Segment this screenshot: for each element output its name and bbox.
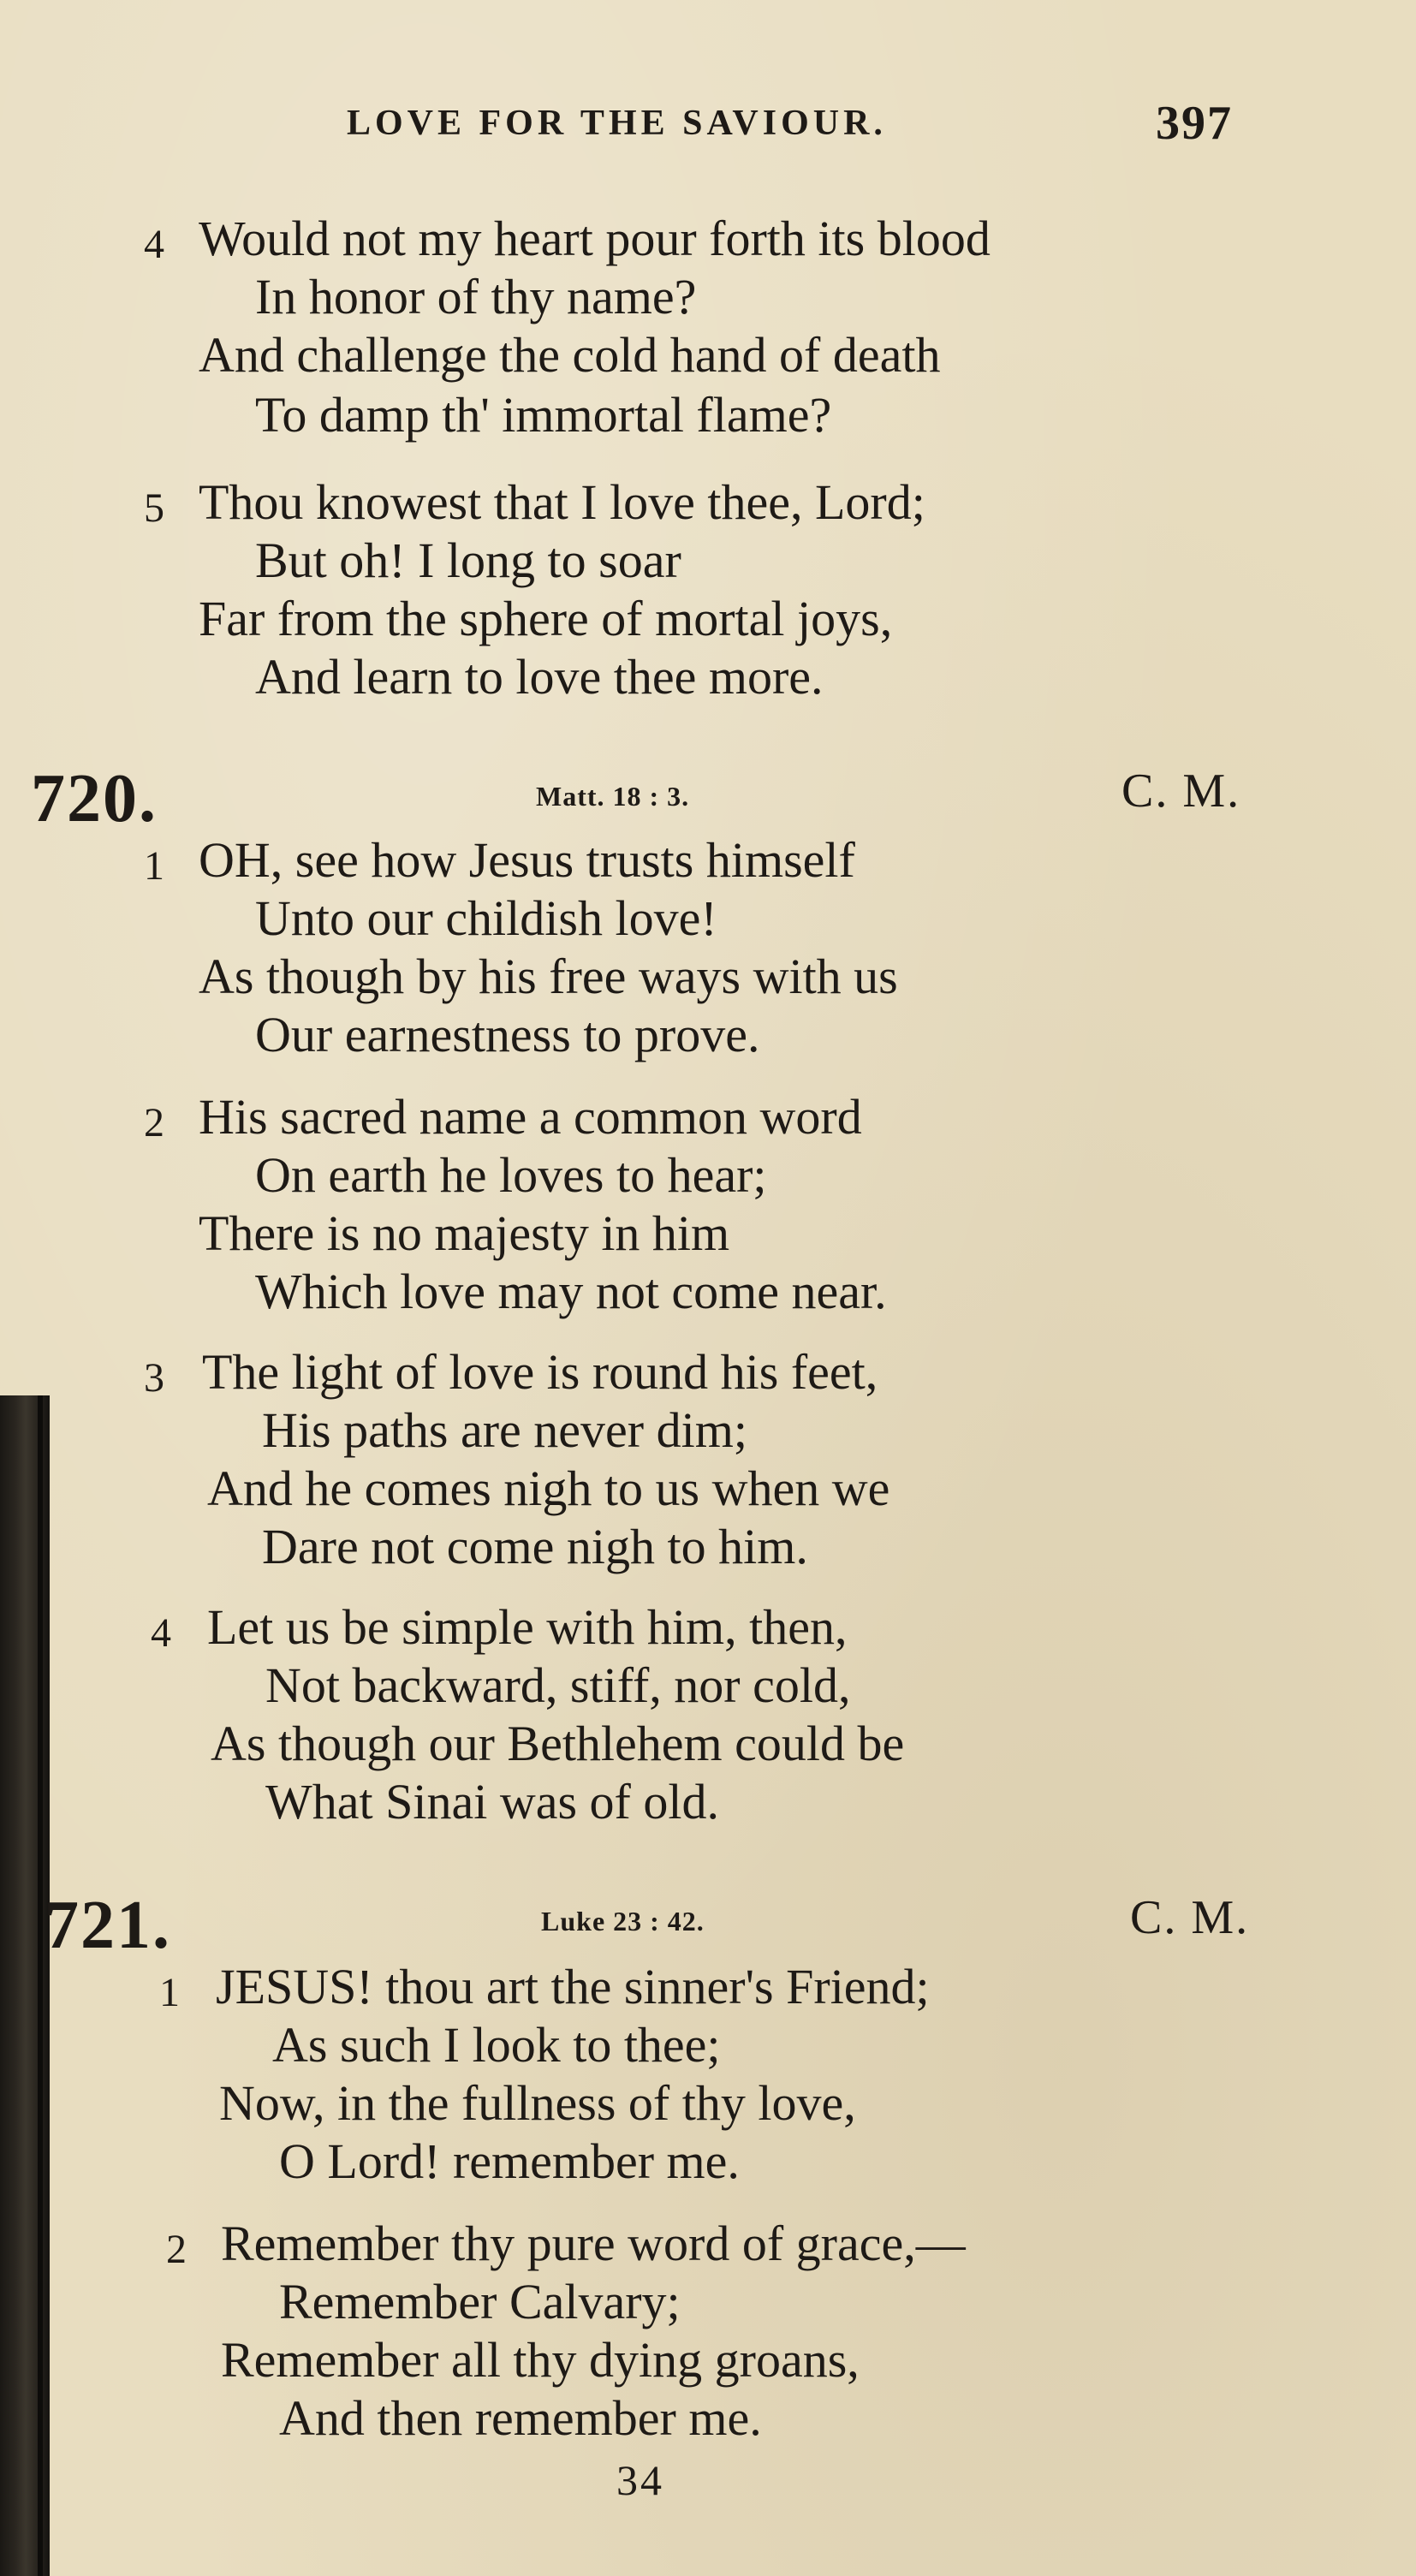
page-number: 397 (1156, 97, 1233, 150)
stanza-line: Which love may not come near. (255, 1264, 887, 1319)
stanza-line: Our earnestness to prove. (255, 1007, 760, 1062)
stanza-line: Remember Calvary; (279, 2274, 681, 2329)
stanza-number: 2 (144, 1100, 164, 1145)
book-binding-edge (0, 1395, 50, 2576)
running-head (0, 96, 1416, 156)
stanza-line: Let us be simple with him, then, (207, 1599, 848, 1655)
stanza-line: OH, see how Jesus trusts himself (199, 832, 855, 888)
stanza-line: Unto our childish love! (255, 890, 717, 946)
stanza-line: Remember all thy dying groans, (221, 2332, 860, 2388)
hymn-number: 720. (31, 761, 158, 836)
stanza-number: 4 (151, 1610, 171, 1656)
stanza-number: 1 (144, 843, 164, 889)
stanza-number: 1 (159, 1970, 180, 2015)
hymn-meter: C. M. (1130, 1891, 1250, 1944)
scripture-reference: Luke 23 : 42. (541, 1906, 705, 1936)
hymn-meter: C. M. (1121, 764, 1241, 818)
running-title: LOVE FOR THE SAVIOUR. (347, 104, 887, 143)
stanza-line: On earth he loves to hear; (255, 1147, 767, 1203)
stanza-line: Thou knowest that I love thee, Lord; (199, 474, 925, 530)
stanza-line: Not backward, stiff, nor cold, (265, 1657, 851, 1713)
stanza-number: 3 (144, 1355, 164, 1401)
stanza-line: His sacred name a common word (199, 1089, 862, 1145)
stanza-line: And challenge the cold hand of death (199, 327, 941, 383)
stanza-line: O Lord! remember me. (279, 2133, 740, 2189)
hymn-number: 721. (45, 1888, 171, 1963)
stanza-line: And he comes nigh to us when we (207, 1461, 890, 1516)
stanza-line: Would not my heart pour forth its blood (199, 211, 991, 266)
stanza-line: As though by his free ways with us (199, 949, 898, 1004)
stanza-line: To damp th' immortal flame? (255, 387, 832, 443)
stanza-line: There is no majesty in him (199, 1205, 730, 1261)
stanza-line: But oh! I long to soar (255, 532, 681, 588)
stanza-line: In honor of thy name? (255, 269, 697, 324)
signature-mark: 34 (616, 2456, 664, 2504)
stanza-line: Remember thy pure word of grace,— (221, 2216, 966, 2271)
stanza-number: 4 (144, 222, 164, 267)
stanza-line: Far from the sphere of mortal joys, (199, 591, 893, 646)
stanza-number: 5 (144, 485, 164, 531)
scripture-reference: Matt. 18 : 3. (536, 781, 690, 812)
stanza-line: What Sinai was of old. (265, 1774, 719, 1829)
stanza-line: As such I look to thee; (272, 2017, 721, 2073)
stanza-line: The light of love is round his feet, (202, 1344, 878, 1400)
stanza-line: Now, in the fullness of thy love, (219, 2075, 856, 2131)
stanza-line: And then remember me. (279, 2390, 762, 2446)
stanza-number: 2 (166, 2227, 187, 2272)
stanza-line: His paths are never dim; (262, 1402, 747, 1458)
stanza-line: As though our Bethlehem could be (211, 1716, 905, 1771)
stanza-line: Dare not come nigh to him. (262, 1519, 808, 1574)
stanza-line: JESUS! thou art the sinner's Friend; (216, 1959, 930, 2014)
stanza-line: And learn to love thee more. (255, 649, 824, 705)
